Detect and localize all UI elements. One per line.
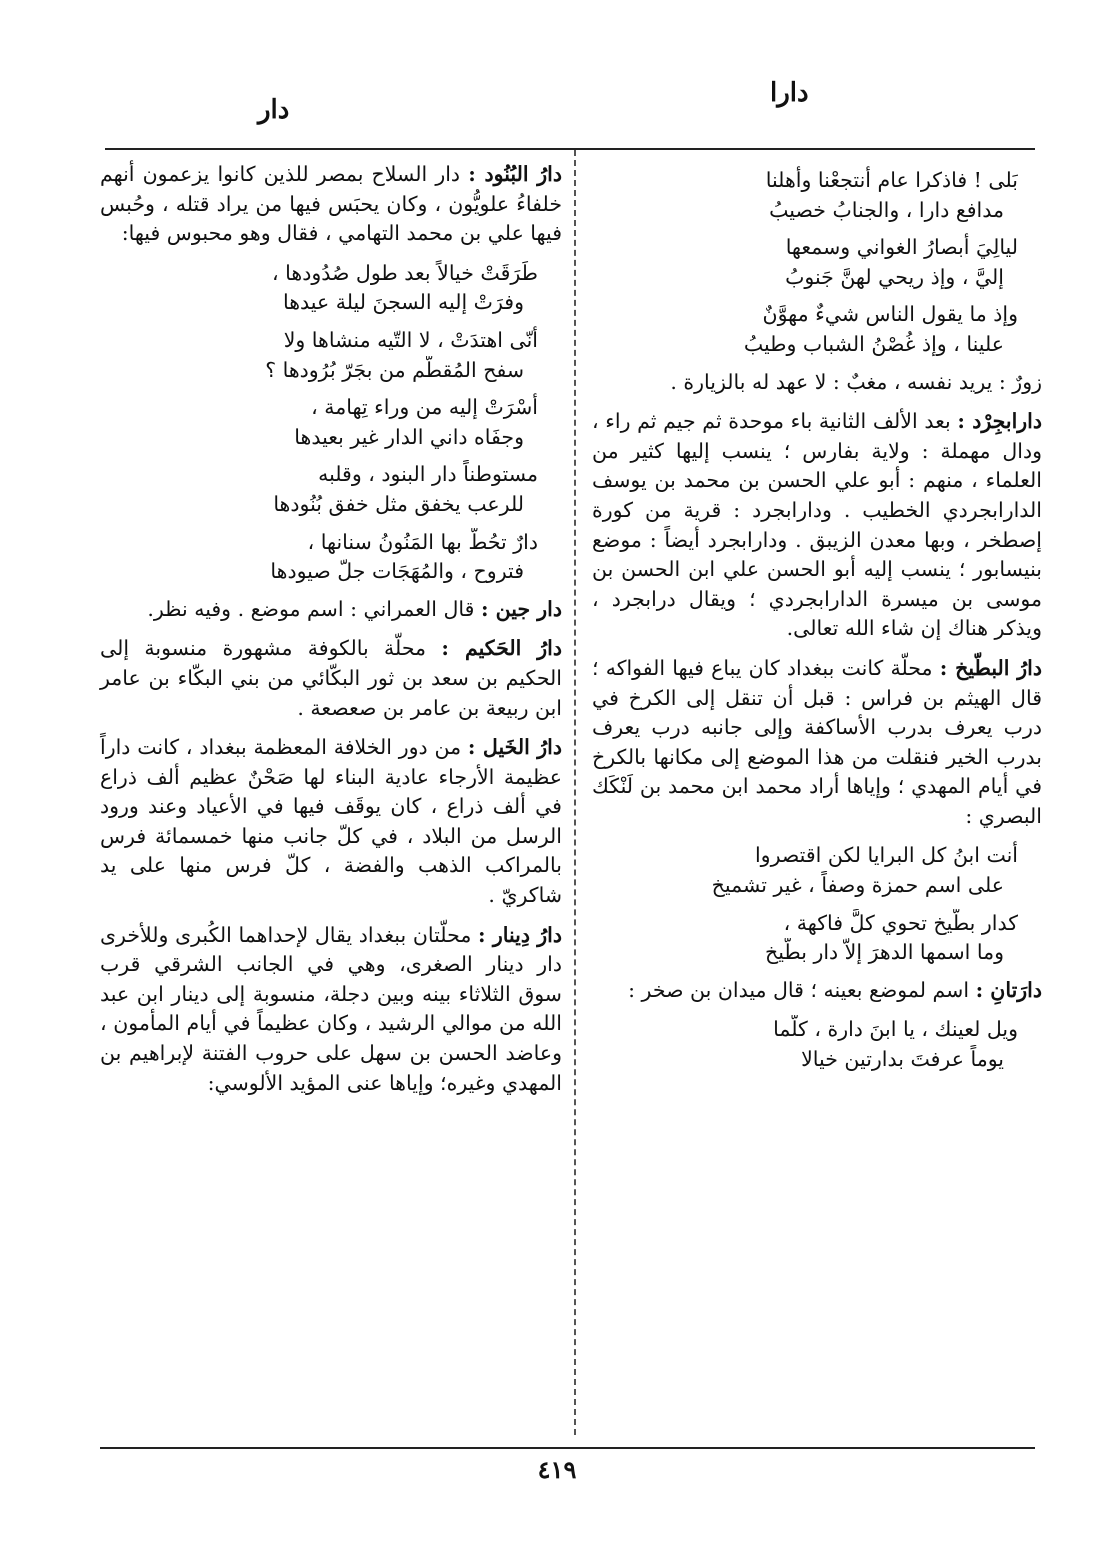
verse-block (592, 1015, 1042, 1074)
dictionary-entry (592, 407, 1042, 644)
verse-line: ليالِيَ أبصارُ الغواني وسمعها (785, 235, 1018, 260)
verse-block (592, 233, 1042, 292)
verse-line: فتروح ، والمُهَجَات جلّ صيودها (270, 559, 524, 584)
verse-line: ويل لعينك ، يا ابنَ دارة ، كلّما (773, 1017, 1018, 1042)
verse-line: على اسم حمزة وصفاً ، غير تشميخ (711, 873, 1004, 898)
verse-line: وإذ ما يقول الناس شيءٌ مهوَّنٌ (762, 302, 1018, 327)
verse-line: أسْرَتْ إليه من وراء تِهامة ، (311, 395, 538, 420)
verse-block (592, 300, 1042, 359)
entry-text: محلّتان ببغداد يقال لإحداهما الكُبرى وللأخرى دار دينار الصغرى، وهي في الجانب الشرقي قرب سوق الثلاثاء بينه وبين دجلة، منسوبة إلى دينار ابن عبد الله من موالي الرشيد ، وكان عظيماً في أيام المأمون ، وعاضد الحسن بن سهل على حروب الفتنة لإبراهيم بن المهدي وغيره؛ وإياها عنى المؤيد الألوسي: (100, 922, 562, 1095)
entry-headword: دارُ البطّيخ : (939, 655, 1042, 680)
verse-line: دارٌ تحُطّ بها المَنُونُ سنانها ، (307, 529, 538, 554)
verse-line: أنت ابنُ كل البرايا لكن اقتصروا (754, 843, 1018, 868)
verse-line: أنّى اهتدَتْ ، لا التّيه منشاها ولا (283, 327, 538, 352)
verse-line: مدافع دارا ، والجنابُ خصيبُ (769, 197, 1004, 222)
entry-headword: دارُ دِينار : (477, 922, 563, 947)
verse-line: علينا ، وإذ غُصْنُ الشباب وطيبُ (743, 331, 1004, 356)
column-separator (574, 150, 576, 1435)
entry-headword: دارُ البُنُود : (468, 162, 562, 186)
right-column (592, 160, 1042, 1083)
dictionary-entry (100, 595, 562, 625)
verse-line: إليَّ ، وإذ ريحي لهنَّ جَنوبُ (785, 264, 1004, 289)
header-title-right: دارا (770, 78, 809, 108)
verse-line: يوماً عرفتَ بدارتين خيالا (801, 1047, 1004, 1072)
verse-line: وجفَاه داني الدار غير بعيدها (294, 424, 524, 449)
verse-line: كدار بطّيخ تحوي كلَّ فاكهة ، (783, 910, 1018, 935)
entry-text: دار السلاح بمصر للذين كانوا يزعمون أنهم خلفاءُ علويُّون ، وكان يحبَس فيها من يراد قتله ، وحُبس فيها علي بن محمد التهامي ، فقال وهو محبوس فيها: (100, 162, 562, 246)
dictionary-entry (592, 368, 1042, 398)
dictionary-entry (100, 733, 562, 911)
entry-headword: دارُ الحَكيم : (441, 636, 562, 661)
verse-line: للرعب يخفق مثل خفق بُنُودها (273, 491, 524, 516)
verse-block (100, 326, 562, 385)
verse-line: طَرَقَتْ خيالاً بعد طول صُدُودها ، (272, 260, 538, 285)
page-number: ٤١٩ (537, 1455, 577, 1484)
bottom-rule (100, 1447, 1035, 1449)
verse-block (100, 259, 562, 318)
entry-text: من دور الخلافة المعظمة ببغداد ، كانت داراً عظيمة الأرجاء عادية البناء لها صَحْنٌ عظيم ألف ذراع في ألف ذراع ، كان يوقَف فيها في الأعياد وعند ورود الرسل من البلاد ، في كلّ جانب منها خمسمائة فرس بالمراكب الذهب والفضة ، كلّ فرس منها على يد شاكريّ . (100, 735, 562, 908)
entry-headword: دارَتانِ : (975, 977, 1042, 1002)
verse-block (592, 909, 1042, 968)
verse-line: وفرَتْ إليه السجنَ ليلة عيدها (282, 290, 524, 315)
entry-text: محلّة كانت ببغداد كان يباع فيها الفواكه ؛ قال الهيثم بن فراس : قبل أن تنقل إلى الكرخ في درب يعرف بدرب الأساكفة وإلى جانبه درب يعرف بدرب الخير فنقلت من هذا الموضع إلى مكانها بالكرخ في أيام المهدي ؛ وإياها أراد محمد ابن محمد بن لَنْكَك البصري : (592, 655, 1042, 828)
entry-text: اسم لموضع بعينه ؛ قال ميدان بن صخر : (628, 977, 970, 1002)
entry-text: محلّة بالكوفة مشهورة منسوبة إلى الحكيم بن سعد بن ثور البكّائي من بني البكّاء بن عامر ابن ربيعة بن عامر بن صعصعة . (100, 636, 562, 720)
verse-block (100, 460, 562, 519)
dictionary-entry (100, 160, 562, 249)
entry-text: قال العمراني : اسم موضع . وفيه نظر. (147, 596, 475, 621)
entry-headword: دارُ الخَيل : (467, 735, 562, 760)
dictionary-entry (592, 976, 1042, 1006)
dictionary-entry (592, 654, 1042, 832)
verse-block (592, 166, 1042, 225)
verse-line: مستوطناً دار البنود ، وقلبه (318, 462, 538, 487)
left-column (100, 160, 562, 1108)
header-title-left: دار (258, 95, 290, 125)
entry-text: زورٌ : يريد نفسه ، مغبٌ : لا عهد له بالزيارة . (670, 369, 1042, 394)
verse-block (100, 528, 562, 587)
verse-block (100, 393, 562, 452)
top-rule (105, 148, 1035, 150)
entry-headword: دارابجِرْد : (957, 409, 1042, 434)
entry-headword: دار جين : (480, 596, 562, 621)
verse-line: وما اسمها الدهرَ إلاّ دار بطّيخ (764, 940, 1004, 965)
verse-line: بَلى ! فاذكرا عام أنتجعْنا وأهلنا (765, 168, 1018, 192)
dictionary-entry (100, 634, 562, 723)
verse-block (592, 841, 1042, 900)
entry-text: بعد الألف الثانية باء موحدة ثم جيم ثم راء ، ودال مهملة : ولاية بفارس ؛ ينسب إليها كثير من العلماء ، منهم : أبو علي الحسن بن محمد بن يوسف الدارابجردي الخطيب . ودارابجرد : قرية من كورة إصطخر ، وبها معدن الزيبق . ودارابجرد أيضاً : موضع بنيسابور ؛ ينسب إليه أبو الحسن علي ابن الحسن بن موسى بن ميسرة الدارابجردي ؛ ويقال درابجرد ، ويذكر هناك إن شاء الله تعالى. (592, 409, 1042, 641)
dictionary-entry (100, 921, 562, 1099)
verse-line: سفح المُقطّم من بجَرّ بُرُودها ؟ (265, 357, 524, 382)
